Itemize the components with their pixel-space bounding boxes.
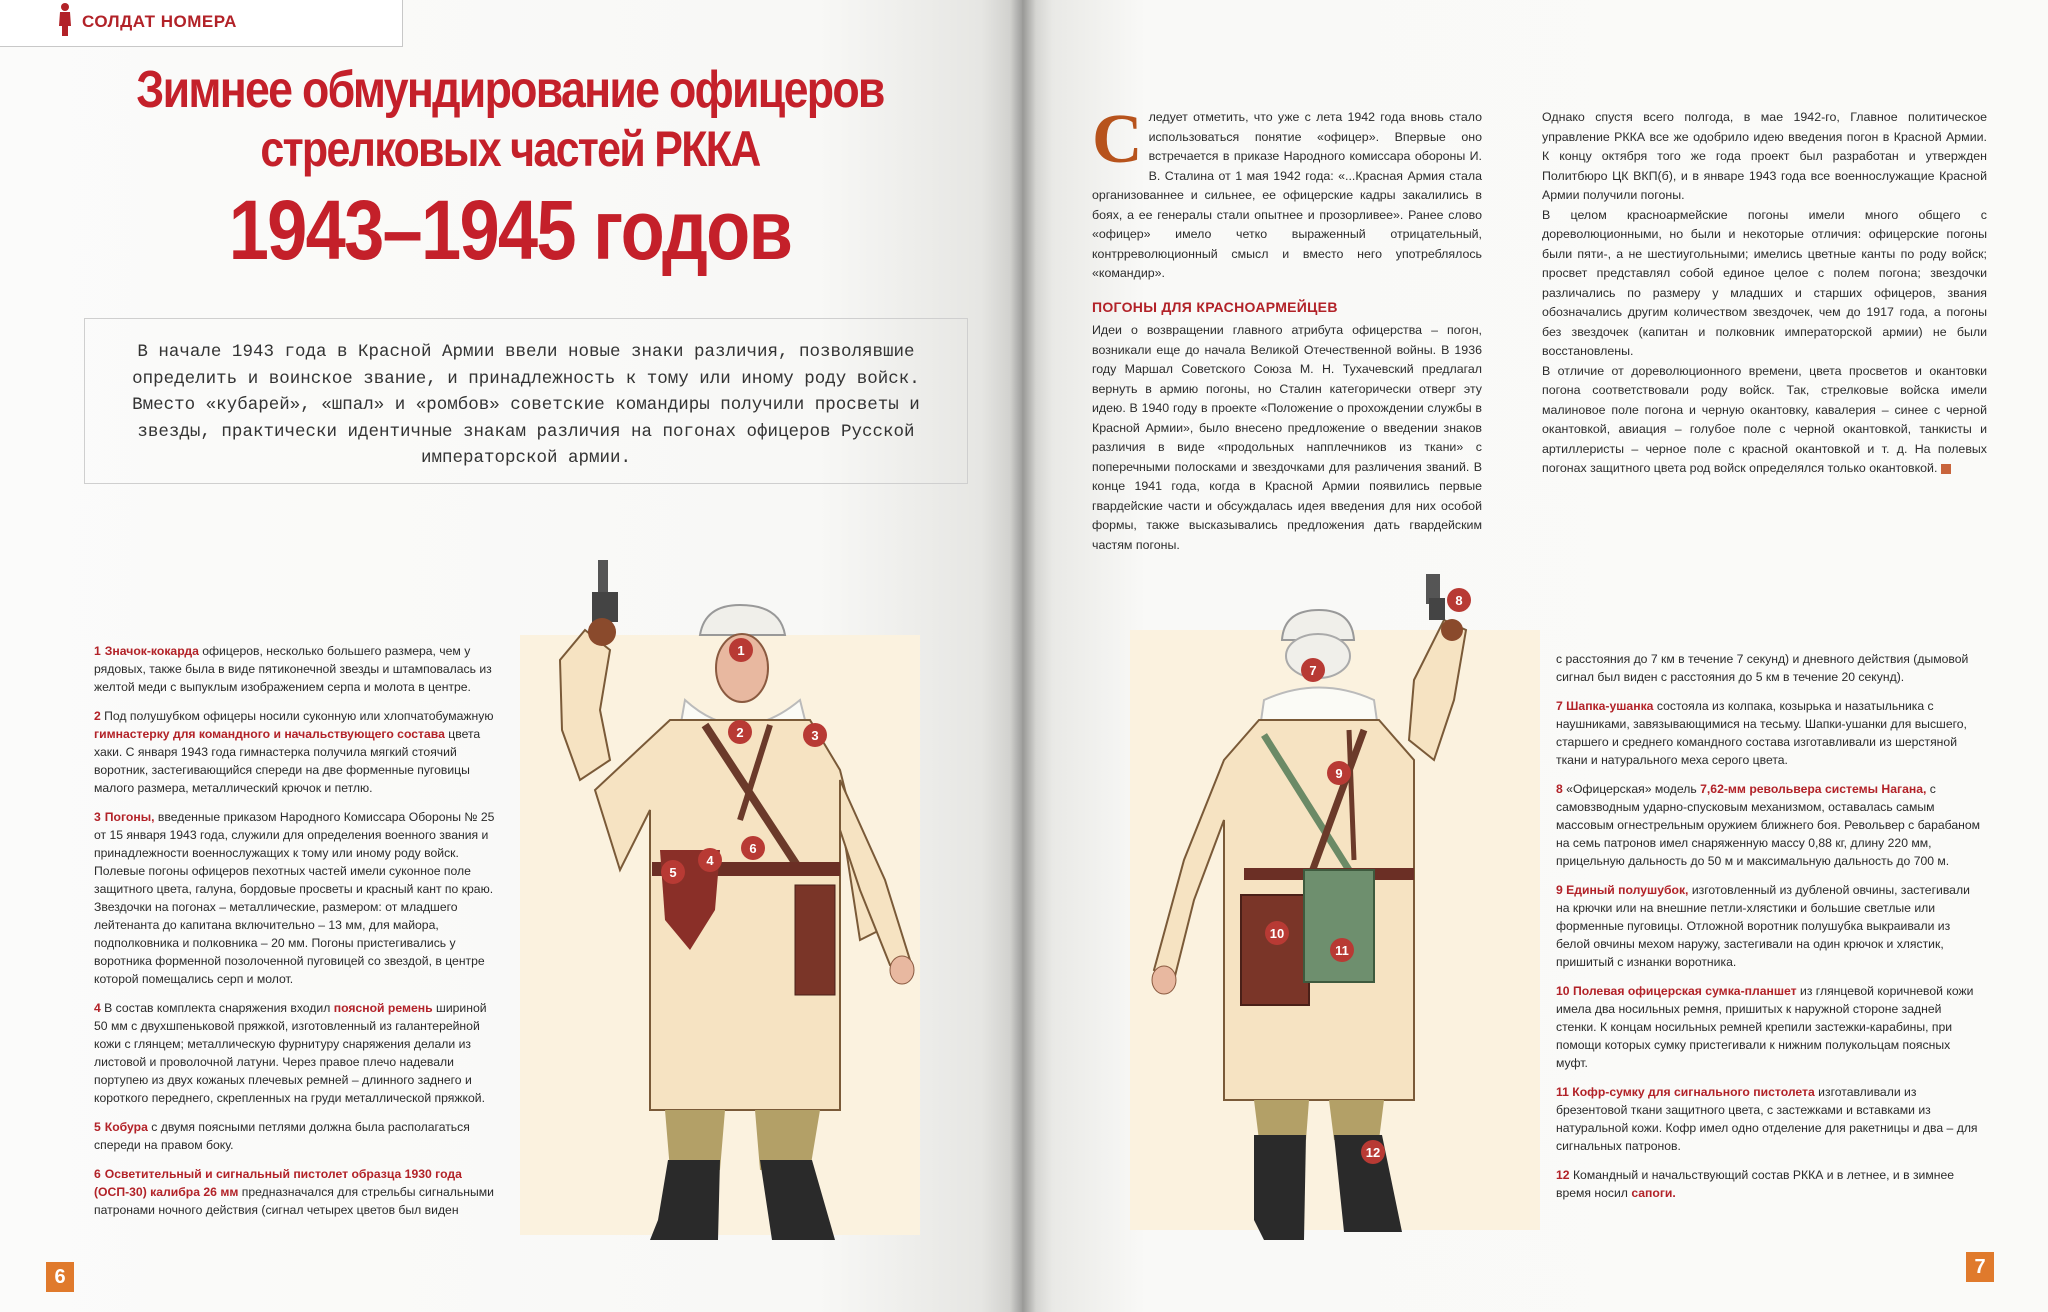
dropcap: С xyxy=(1092,101,1143,178)
left-captions xyxy=(94,642,499,1230)
caption-item xyxy=(94,808,499,988)
caption-highlight: Шапка-ушанка xyxy=(1566,699,1654,713)
caption-text: В состав комплекта снаряжения входил xyxy=(100,1001,334,1015)
caption-text: введенные приказом Народного Комиссара Обороны № 25 от 15 января 1943 года, служили для определения военного звания и принадлежности военнослужащих к тому или иному роду войск. Полевые погоны офицеров пехотных частей имели суконное поле защитного цвета, галуна, бордовые просветы и красный кант по краю. Звездочки на погонах – металлические, размером: от младшего лейтенанта до капитана включительно – 13 мм, для майора, подполковника и полковника – 20 мм. Погоны пристегивались у воротника форменной позолоченной пуговицей со звездой, в центре которой помещались серп и молот. xyxy=(94,810,495,986)
badge-9 xyxy=(1327,761,1351,785)
body-column-1 xyxy=(1092,101,1482,555)
caption-item xyxy=(94,1165,499,1219)
svg-text:10: 10 xyxy=(1269,926,1285,941)
caption-highlight: гимнастерку для командного и начальствующего состава xyxy=(94,727,445,741)
svg-text:4: 4 xyxy=(706,853,714,868)
body-paragraph-1: ледует отметить, что уже с лета 1942 года вновь стало использоваться понятие «офицер». Впервые оно встречается в приказе Народного комиссара обороны И. В. Сталина от 1 мая 1942 года: «...Красная Армия стала организованнее и сильнее, ее офицерские кадры закалились в боях, а ее генералы стали опытнее и прозорливее». Ранее слово «офицер» имело четко выраженный отрицательный, контрреволюционный смысл и вместо него употреблялось «командир». xyxy=(1092,110,1482,280)
svg-text:9: 9 xyxy=(1335,766,1343,781)
body-paragraph-2: Идеи о возвращении главного атрибута офицерства – погон, возникали еще до начала Великой Отечественной войны. В 1936 году Маршал Советского Союза М. Н. Тухачевский предлагал вернуть в армию погоны, но Сталин категорически отверг эту идею. В 1940 году в проекте «Положение о прохождении службы в Красной Армии», было внесено предложение о введении знаков различия в виде «продольных напплечников из ткани» с поперечными полосками и звездочками для различения званий. В конце 1941 года, когда в Красной Армии появились первые гвардейские части и обсуждалась идея введения для них особой формы, также высказывались предложения дать гвардейским частям погоны. xyxy=(1092,323,1482,552)
subheading: ПОГОНЫ ДЛЯ КРАСНОАРМЕЙЦЕВ xyxy=(1092,298,1338,315)
svg-text:7: 7 xyxy=(1309,663,1317,678)
caption-item xyxy=(94,707,499,797)
caption-highlight: Значок-кокарда xyxy=(104,644,199,658)
page-number-right: 7 xyxy=(1966,1252,1994,1282)
caption-text: «Офицерская» модель xyxy=(1562,782,1701,796)
caption-highlight: 7,62-мм револьвера системы Нагана, xyxy=(1700,782,1927,796)
page-title-years: 1943–1945 годов xyxy=(228,183,792,277)
caption-text: цвета хаки. С января 1943 года гимнастерка получила мягкий стоячий воротник, застегивающийся спереди на две форменные пуговицы малого размера, металлический крючок и петлю. xyxy=(94,727,481,795)
caption-highlight: Погоны, xyxy=(104,810,155,824)
caption-text: шириной 50 мм с двухшпеньковой пряжкой, изготовленный из галантерейной кожи с глянцем; металлическую фурнитуру снаряжения делали из листовой и проволочной латуни. Через правое плечо надевали портупею из двух кожаных плечевых ремней – длинного заднего и короткого переднего, скрепленных на груди металлической пряжкой. xyxy=(94,1001,487,1105)
caption-text: с двумя поясными петлями должна была располагаться спереди на правом боку. xyxy=(94,1120,470,1152)
section-label: СОЛДАТ НОМЕРА xyxy=(82,12,237,31)
caption-item xyxy=(1556,1166,1984,1202)
caption-number: 5 xyxy=(94,1120,101,1134)
caption-number: 12 xyxy=(1556,1168,1570,1182)
intro-text: В начале 1943 года в Красной Армии ввели новые знаки различия, позволявшие определить и воинское звание, и принадлежность к тому или иному роду войск. Вместо «кубарей», «шпал» и «ромбов» советские командиры получили просветы и звезды, практически идентичные знакам различия на погонах офицеров Русской императорской армии. xyxy=(132,342,920,468)
svg-text:2: 2 xyxy=(736,725,744,740)
caption-text: офицеров, несколько большего размера, чем у рядовых, также была в виде пятиконечной звезды и штамповалась из желтой меди с выпуклым изображением серпа и молота в центре. xyxy=(94,644,492,694)
caption-item xyxy=(1556,881,1984,971)
caption-item xyxy=(1556,1083,1984,1155)
caption-text: из глянцевой коричневой кожи имела два носильных ремня, пришитых к наружной стороне задней стенки. К концам носильных ремней крепили застежки-карабины, при помощи которых сумку пристегивали к нижним полукольцам поясных муфт. xyxy=(1556,984,1974,1070)
caption-highlight: поясной ремень xyxy=(333,1001,433,1015)
caption-highlight: Кофр-сумку для сигнального пистолета xyxy=(1572,1085,1815,1099)
caption-item xyxy=(1556,780,1984,870)
body-column-2 xyxy=(1542,108,1987,479)
badge-3 xyxy=(803,723,827,747)
caption-text: предназначался для стрельбы сигнальными патронами ночного действия (сигнал четырех цветов был виден xyxy=(94,1185,494,1217)
caption-highlight: Кобура xyxy=(104,1120,148,1134)
caption-number: 2 xyxy=(94,709,101,723)
badge-7 xyxy=(1301,658,1325,682)
caption-text: с самовзводным ударно-спусковым механизмом, оставалась самым массовым огнестрельным оружием ближнего боя. Револьвер с барабаном на семь патронов имел снаряженную массу 0,88 кг, длину 220 мм, прицельную дальность до 50 м и максимальную дальность до 700 м. xyxy=(1556,782,1981,868)
body-paragraph-3: Однако спустя всего полгода, в мае 1942-го, Главное политическое управление РККА все же одобрило идею введения погон в Красной Армии. К концу октября того же года проект был разработан и утвержден Политбюро ЦК ВКП(б), и в январе 1943 года все военнослужащие Красной Армии получили погоны. xyxy=(1542,110,1987,202)
caption-item xyxy=(1556,650,1984,686)
caption-highlight: Осветительный и сигнальный пистолет образца 1930 года (ОСП-30) калибра 26 мм xyxy=(94,1167,462,1199)
svg-text:6: 6 xyxy=(749,841,757,856)
page-title-line-2: стрелковых частей РККА xyxy=(260,121,760,177)
svg-text:5: 5 xyxy=(669,865,677,880)
caption-text: Под полушубком офицеры носили суконную или хлопчатобумажную xyxy=(100,709,494,723)
caption-text: состояла из колпака, козырька и назатыльника с наушниками, завязывающимися на тесьму. Шапки-ушанки для высшего, старшего и среднего командного состава изготавливали из шерстяной ткани и натурального меха серого цвета. xyxy=(1556,699,1967,767)
badge-6 xyxy=(741,836,765,860)
badge-10 xyxy=(1265,921,1289,945)
badge-12 xyxy=(1361,1140,1385,1164)
right-captions xyxy=(1556,650,1984,1213)
caption-item xyxy=(94,1118,499,1154)
svg-text:8: 8 xyxy=(1455,593,1463,608)
caption-number: 4 xyxy=(94,1001,101,1015)
intro-box xyxy=(84,318,968,484)
caption-item xyxy=(1556,697,1984,769)
caption-number: 8 xyxy=(1556,782,1563,796)
caption-number: 7 xyxy=(1556,699,1563,713)
caption-number: 6 xyxy=(94,1167,101,1181)
badge-4 xyxy=(698,848,722,872)
right-page xyxy=(1022,0,2048,1312)
caption-text: изготовленный из дубленой овчины, застегивали на крючки или на внешние петли-хлястики и большие светлые или форменные пуговицы. Отложной воротник полушубка выкраивали из белой овчины мехом наружу, застегивали на один крючок и хлястик, пришитый с изнанки воротника. xyxy=(1556,883,1970,969)
caption-item xyxy=(94,999,499,1107)
caption-number: 1 xyxy=(94,644,101,658)
page-number-left: 6 xyxy=(46,1262,74,1292)
soldier-icon xyxy=(54,2,76,36)
page-title-line-1: Зимнее обмундирование офицеров xyxy=(136,61,884,119)
caption-number: 10 xyxy=(1556,984,1570,998)
caption-text: с расстояния до 7 км в течение 7 секунд) и дневного действия (дымовой сигнал был виден с расстояния до 5 км в течение 20 секунд). xyxy=(1556,652,1969,684)
caption-number: 9 xyxy=(1556,883,1563,897)
caption-number: 3 xyxy=(94,810,101,824)
svg-text:11: 11 xyxy=(1335,943,1349,958)
badge-8 xyxy=(1447,588,1471,612)
section-header xyxy=(0,0,403,47)
caption-highlight: сапоги. xyxy=(1631,1186,1676,1200)
body-paragraph-4: В целом красноармейские погоны имели много общего с дореволюционными, но были и некоторые отличия: офицерские погоны были пяти-, а не шестиугольными; имелись цветные канты по роду войск; просвет представлял собой единое целое с полем погона; звездочки различались по размеру у младших и старших офицеров, звания обозначались другим количеством звездочек, чем до 1917 года, а погоны без звездочек (капитан и полковник императорской армии) не были восстановлены. xyxy=(1542,207,1987,358)
caption-highlight: Единый полушубок, xyxy=(1566,883,1689,897)
badge-2 xyxy=(728,720,752,744)
left-page xyxy=(0,0,1022,1312)
svg-text:1: 1 xyxy=(737,643,745,658)
caption-item xyxy=(94,642,499,696)
badge-11 xyxy=(1330,938,1354,962)
book-gutter xyxy=(1010,0,1036,1312)
body-paragraph-5: В отличие от дореволюционного времени, цвета просветов и окантовки погона соответствовали роду войск. Так, стрелковые войска имели малиновое поле погона и черную окантовку, кавалерия – синее с черной окантовкой, авиация – голубое поле с черной окантовкой, танкисты и артиллеристы – черное поле с красной окантовкой и т. д. На полевых погонах защитного цвета род войск определялся только окантовкой. xyxy=(1542,363,1987,475)
badge-1 xyxy=(729,638,753,662)
caption-item xyxy=(1556,982,1984,1072)
svg-text:12: 12 xyxy=(1365,1145,1381,1160)
caption-text: Командный и начальствующий состав РККА и в летнее, и в зимнее время носил xyxy=(1556,1168,1955,1200)
caption-text: изготавливали из брезентовой ткани защитного цвета, с застежками и вставками из натуральной кожи. Кофр имел одно отделение для ракетницы и два – для сигнальных патронов. xyxy=(1556,1085,1978,1153)
end-mark xyxy=(1941,464,1951,474)
officer-front-illustration xyxy=(540,550,940,1250)
caption-highlight: Полевая офицерская сумка-планшет xyxy=(1572,984,1797,998)
caption-number: 11 xyxy=(1556,1085,1569,1099)
officer-back-illustration xyxy=(1114,560,1554,1250)
svg-text:3: 3 xyxy=(811,728,819,743)
badge-5 xyxy=(661,860,685,884)
